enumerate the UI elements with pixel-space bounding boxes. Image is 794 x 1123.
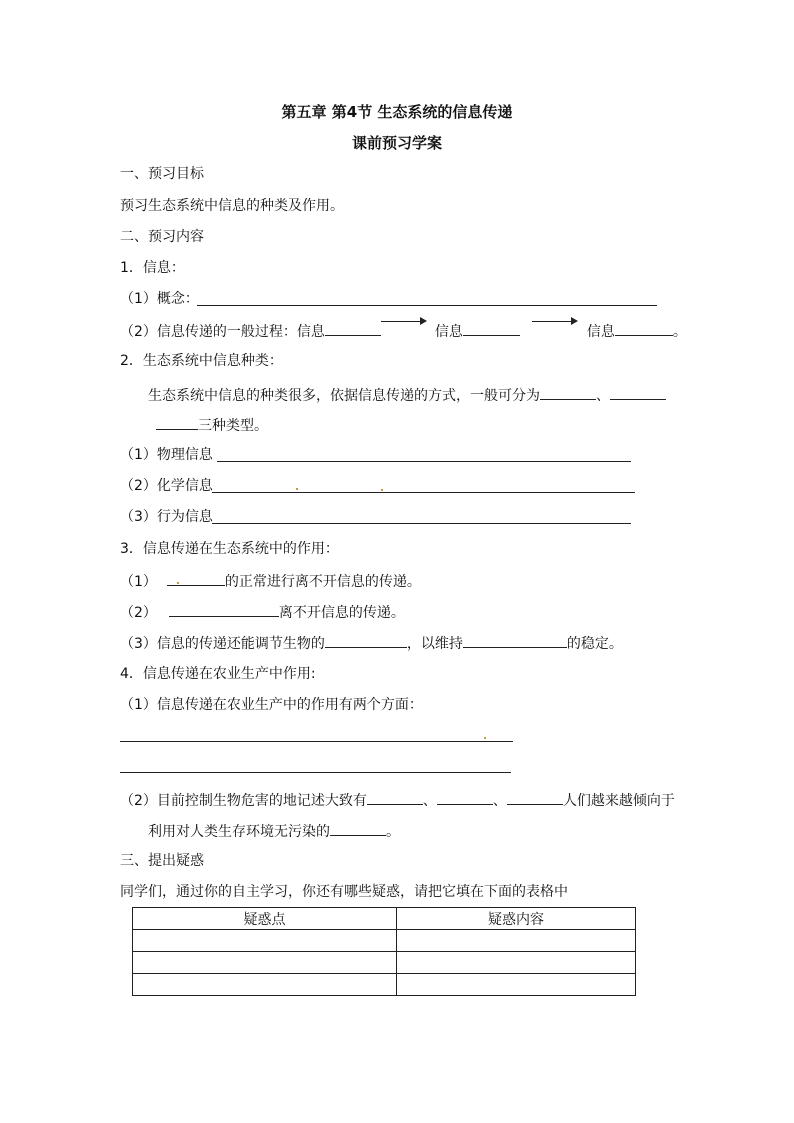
- q3-c-text-1: （3）信息的传递还能调节生物的: [120, 636, 325, 652]
- q4-answer-line-1[interactable]: [120, 741, 513, 742]
- table-cell[interactable]: [397, 974, 636, 996]
- arrow-icon: [381, 315, 427, 329]
- table-row: [133, 930, 636, 952]
- table-cell[interactable]: [397, 952, 636, 974]
- q1-process-end: 。: [672, 324, 687, 340]
- page-title: 第五章 第4节 生态系统的信息传递: [281, 103, 513, 121]
- q3-b-blank[interactable]: [169, 603, 279, 617]
- q2-physical-label: （1）物理信息: [120, 447, 213, 463]
- q1-concept-blank[interactable]: [197, 305, 657, 306]
- table-header-cell: 疑惑点: [133, 908, 397, 930]
- q1-process-blank-2[interactable]: [463, 322, 520, 336]
- q3-c-text-3: 的稳定。: [566, 636, 623, 652]
- table-cell[interactable]: [133, 952, 397, 974]
- q3-b-line: [120, 603, 405, 621]
- q3-a-line: [120, 572, 421, 590]
- q2-physical-blank[interactable]: [217, 461, 631, 462]
- q2-para-text: 生态系统中信息的种类很多，依据信息传递的方式，一般可分为: [148, 388, 540, 404]
- q4-method-blank-3[interactable]: [507, 791, 563, 805]
- q3-c-blank-2[interactable]: [463, 634, 567, 648]
- q2-type-blank-3[interactable]: [156, 416, 198, 430]
- q3-c-blank-1[interactable]: [325, 634, 407, 648]
- q4-b-text-2: 人们越来越倾向于: [562, 793, 675, 809]
- q2-label: 2．生态系统中信息种类：: [120, 353, 283, 369]
- q4-b-text-1: （2）目前控制生物危害的地记述大致有: [120, 793, 367, 809]
- q1-process-line: [120, 322, 687, 340]
- section-3-heading: 三、提出疑惑: [120, 853, 204, 869]
- section-2-heading: 二、预习内容: [120, 229, 204, 245]
- q3-a-text: 的正常进行离不开信息的传递。: [224, 574, 421, 590]
- q4-method-blank-1[interactable]: [367, 791, 423, 805]
- q3-a-num: （1）: [120, 574, 157, 590]
- questions-table: [132, 907, 636, 996]
- table-cell[interactable]: [133, 930, 397, 952]
- q3-a-blank[interactable]: [167, 572, 225, 586]
- q2-type-blank-2[interactable]: [610, 386, 666, 400]
- page-subtitle: 课前预习学案: [351, 134, 442, 152]
- q3-label: 3．信息传递在生态系统中的作用：: [120, 541, 339, 557]
- table-cell[interactable]: [133, 974, 397, 996]
- q2-para-sep: 、: [596, 388, 610, 404]
- arrow-icon: [532, 315, 578, 329]
- q4-b-line-1: [120, 791, 675, 809]
- q3-b-text: 离不开信息的传递。: [278, 605, 405, 621]
- q4-method-blank-4[interactable]: [330, 822, 386, 836]
- q1-process-blank-3[interactable]: [615, 322, 673, 336]
- q3-c-text-2: ，以维持: [406, 636, 463, 652]
- q1-info-2: 信息: [434, 324, 463, 340]
- q2-behavior-blank[interactable]: [212, 523, 631, 524]
- q2-paragraph-line-2: [156, 416, 268, 434]
- q4-label: 4．信息传递在农业生产中作用:: [120, 666, 316, 682]
- section-1-heading: 一、预习目标: [120, 166, 204, 182]
- q2-para-end: 三种类型。: [198, 418, 268, 434]
- q1-process-blank-1[interactable]: [325, 322, 381, 336]
- section-3-intro: 同学们，通过你的自主学习，你还有哪些疑惑，请把它填在下面的表格中: [120, 884, 568, 900]
- q2-paragraph-line-1: [148, 386, 666, 404]
- table-row: [133, 974, 636, 996]
- q2-type-blank-1[interactable]: [540, 386, 596, 400]
- q2-chemical-label: （2）化学信息: [120, 478, 213, 494]
- q2-behavior-label: （3）行为信息: [120, 509, 213, 525]
- q1-concept-label: （1）概念：: [120, 291, 199, 307]
- q4-b-end: 。: [386, 824, 400, 840]
- q4-sep-1: 、: [422, 793, 437, 809]
- q4-b-text-3: 利用对人类生存环境无污染的: [148, 824, 330, 840]
- q4-method-blank-2[interactable]: [437, 791, 493, 805]
- q4-b-line-2: [148, 822, 400, 840]
- q3-b-num: （2）: [120, 605, 157, 621]
- q4-sep-2: 、: [492, 793, 507, 809]
- q1-label: 1．信息：: [120, 260, 185, 276]
- table-header-row: [133, 908, 636, 930]
- q4-a-text: （1）信息传递在农业生产中的作用有两个方面：: [120, 697, 423, 713]
- table-header-cell: 疑惑内容: [397, 908, 636, 930]
- table-row: [133, 952, 636, 974]
- q1-info-3: 信息: [586, 324, 615, 340]
- q2-chemical-blank[interactable]: [212, 492, 635, 493]
- section-1-text: 预习生态系统中信息的种类及作用。: [120, 198, 344, 214]
- table-cell[interactable]: [397, 930, 636, 952]
- q1-process-label: （2）信息传递的一般过程：信息: [120, 324, 325, 340]
- q4-answer-line-2[interactable]: [120, 772, 511, 773]
- q3-c-line: [120, 634, 623, 652]
